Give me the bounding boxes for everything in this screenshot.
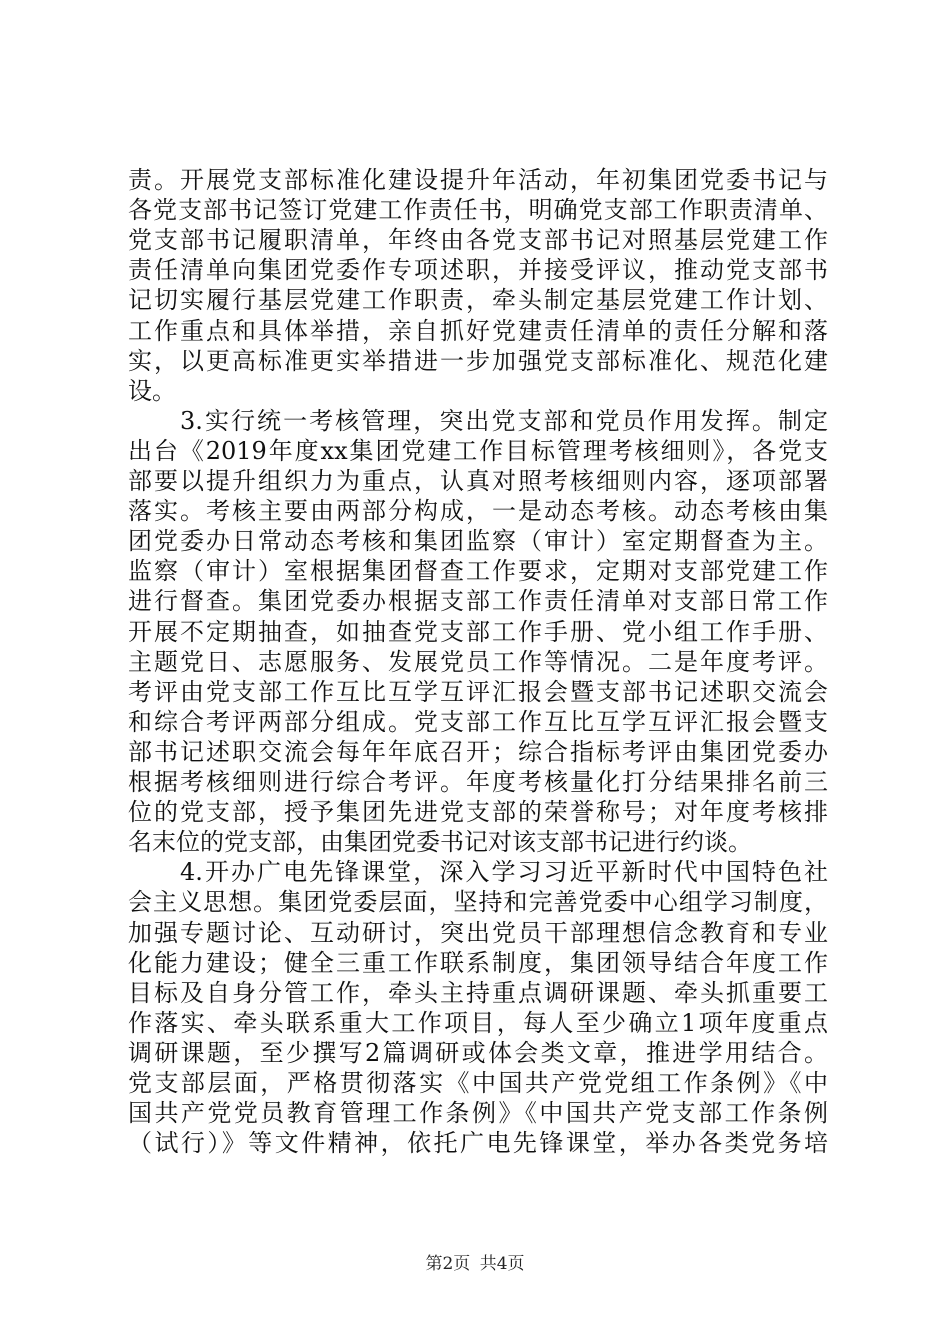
- body-text-line: 国共产党党员教育管理工作条例》《中国共产党支部工作条例: [128, 1099, 828, 1128]
- paragraph-4-first-line: 4.开办广电先锋课堂，深入学习习近平新时代中国特色社: [180, 858, 828, 887]
- body-text-line: 监察（审计）室根据集团督查工作要求，定期对支部党建工作: [128, 557, 828, 586]
- body-text-line: 团党委办日常动态考核和集团监察（审计）室定期督查为主。: [128, 527, 828, 556]
- body-text-line: 实，以更高标准更实举措进一步加强党支部标准化、规范化建: [128, 346, 828, 375]
- body-text-line: 党支部层面，严格贯彻落实《中国共产党党组工作条例》《中: [128, 1069, 828, 1097]
- body-text-line: 党支部书记履职清单，年终由各党支部书记对照基层党建工作: [128, 226, 828, 255]
- body-text-line: 会主义思想。集团党委层面，坚持和完善党委中心组学习制度，: [128, 888, 828, 917]
- body-text-line: 出台《2019年度xx集团党建工作目标管理考核细则》，各党支: [128, 436, 828, 465]
- body-text-line: 主题党日、志愿服务、发展党员工作等情况。二是年度考评。: [128, 647, 828, 676]
- page-footer: [0, 1253, 950, 1275]
- body-text-line: 各党支部书记签订党建工作责任书，明确党支部工作职责清单、: [128, 196, 828, 225]
- paragraph-3-first-line: 3.实行统一考核管理，突出党支部和党员作用发挥。制定: [180, 406, 828, 435]
- body-text-line: 作落实、牵头联系重大工作项目，每人至少确立1项年度重点: [128, 1008, 828, 1037]
- page-total: 共4页: [479, 1254, 525, 1274]
- body-text-line: 考评由党支部工作互比互学互评汇报会暨支部书记述职交流会: [128, 677, 828, 706]
- body-text-line: 位的党支部，授予集团先进党支部的荣誉称号；对年度考核排: [128, 798, 828, 827]
- body-text-line: 调研课题，至少撰写2篇调研或体会类文章，推进学用结合。: [128, 1038, 828, 1067]
- body-text-line: 责。开展党支部标准化建设提升年活动，年初集团党委书记与: [128, 166, 828, 194]
- body-text-line: 部书记述职交流会每年年底召开；综合指标考评由集团党委办: [128, 737, 828, 766]
- page-number: 第2页: [425, 1254, 471, 1274]
- body-text-line: 根据考核细则进行综合考评。年度考核量化打分结果排名前三: [128, 768, 828, 796]
- body-text-line: 落实。考核主要由两部分构成，一是动态考核。动态考核由集: [128, 497, 828, 526]
- body-text-line: 进行督查。集团党委办根据支部工作责任清单对支部日常工作: [128, 587, 828, 616]
- body-text-line: 名末位的党支部，由集团党委书记对该支部书记进行约谈。: [128, 828, 752, 857]
- body-text-line: 工作重点和具体举措，亲自抓好党建责任清单的责任分解和落: [128, 316, 828, 345]
- body-text-line: （试行）》等文件精神，依托广电先锋课堂，举办各类党务培: [128, 1129, 828, 1158]
- body-text-line: 责任清单向集团党委作专项述职，并接受评议，推动党支部书: [128, 256, 828, 285]
- body-text-line: 开展不定期抽查，如抽查党支部工作手册、党小组工作手册、: [128, 617, 828, 646]
- body-text-line: 和综合考评两部分组成。党支部工作互比互学互评汇报会暨支: [128, 707, 828, 736]
- body-text-line: 部要以提升组织力为重点，认真对照考核细则内容，逐项部署: [128, 467, 828, 495]
- body-text-line: 记切实履行基层党建工作职责，牵头制定基层党建工作计划、: [128, 286, 828, 315]
- body-text-line: 加强专题讨论、互动研讨，突出党员干部理想信念教育和专业: [128, 918, 828, 947]
- body-text-line: 设。: [128, 376, 176, 405]
- body-text-line: 目标及自身分管工作，牵头主持重点调研课题、牵头抓重要工: [128, 978, 828, 1007]
- body-text-line: 化能力建设；健全三重工作联系制度，集团领导结合年度工作: [128, 948, 828, 977]
